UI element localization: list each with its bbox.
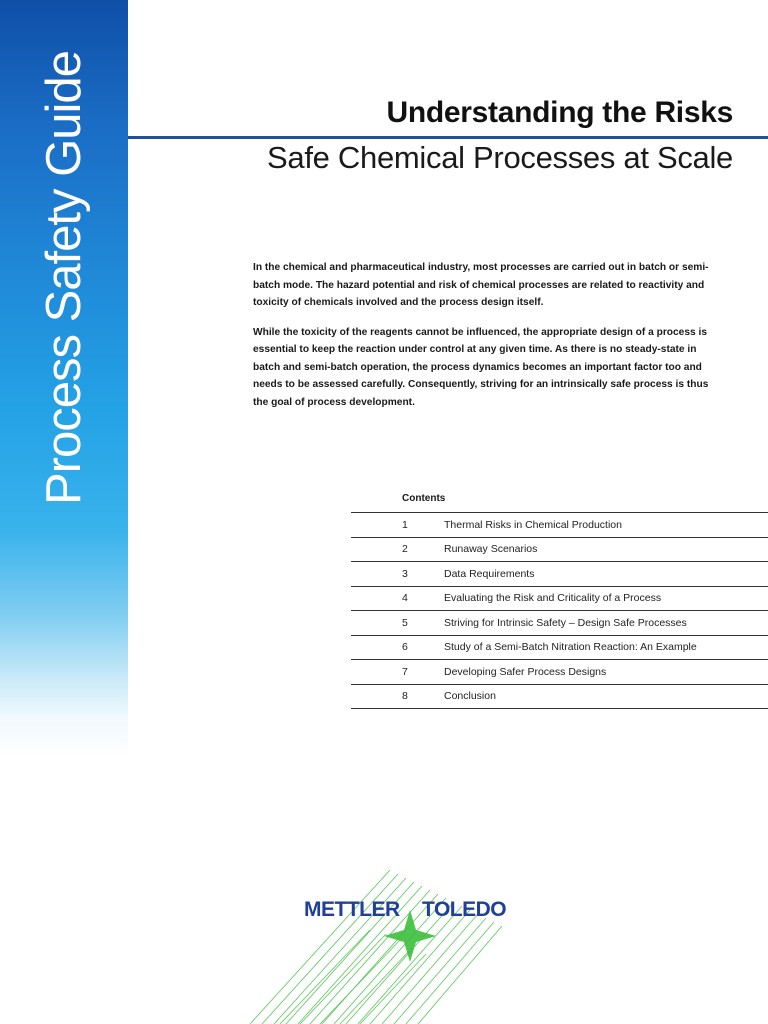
toc-item-title: Developing Safer Process Designs <box>444 665 607 678</box>
toc-item-title: Thermal Risks in Chemical Production <box>444 518 622 531</box>
toc-item-number: 7 <box>402 665 408 678</box>
toc-item-number: 1 <box>402 518 408 531</box>
toc-item-number: 8 <box>402 690 408 703</box>
toc-item[interactable] <box>351 586 768 611</box>
toc-item-title: Study of a Semi-Batch Nitration Reaction: An Example <box>444 641 697 654</box>
toc-item[interactable] <box>351 537 768 562</box>
contents-list <box>351 512 768 709</box>
sidebar-band <box>0 0 128 1024</box>
toc-item-title: Runaway Scenarios <box>444 543 538 556</box>
toc-item[interactable] <box>351 561 768 586</box>
toc-item-title: Evaluating the Risk and Criticality of a Process <box>444 592 662 605</box>
sidebar-title: Process Safety Guide <box>37 51 91 505</box>
toc-item[interactable] <box>351 684 768 710</box>
title-divider <box>128 136 768 139</box>
intro-paragraph-2: While the toxicity of the reagents cannot be influenced, the appropriate design of a process is essential to keep the reaction under control at any given time. As there is no steady-state in batch and semi-batch operation, the process dynamics becomes an important factor too and needs to be assessed carefully. Consequently, striving for an intrinsically safe process is thus the goal of process development. <box>253 326 709 408</box>
toc-item-title: Conclusion <box>444 690 496 703</box>
table-of-contents <box>351 490 768 709</box>
toc-item-number: 3 <box>402 567 408 580</box>
toc-item[interactable] <box>351 512 768 537</box>
toc-item-title: Data Requirements <box>444 567 535 580</box>
page-subtitle: Safe Chemical Processes at Scale <box>267 140 733 175</box>
toc-item[interactable] <box>351 610 768 635</box>
toc-item-number: 5 <box>402 616 408 629</box>
intro-paragraph-1: In the chemical and pharmaceutical industry, most processes are carried out in batch or semi-batch mode. The hazard potential and risk of chemical processes are related to reactivity and toxicity of chemicals involved and the process design itself. <box>253 262 709 308</box>
toc-item-number: 4 <box>402 592 408 605</box>
page-title: Understanding the Risks <box>386 96 733 129</box>
logo-text-left: METTLER <box>304 898 400 921</box>
contents-heading: Contents <box>402 493 446 504</box>
logo-text-right: TOLEDO <box>422 898 507 921</box>
toc-item-title: Striving for Intrinsic Safety – Design Safe Processes <box>444 616 687 629</box>
toc-item[interactable] <box>351 635 768 660</box>
logo-hatch-lines <box>250 870 502 1024</box>
toc-item-number: 2 <box>402 543 408 556</box>
toc-item-number: 6 <box>402 641 408 654</box>
intro-text <box>253 259 723 423</box>
logo-graphic <box>240 870 520 1024</box>
toc-item[interactable] <box>351 659 768 684</box>
